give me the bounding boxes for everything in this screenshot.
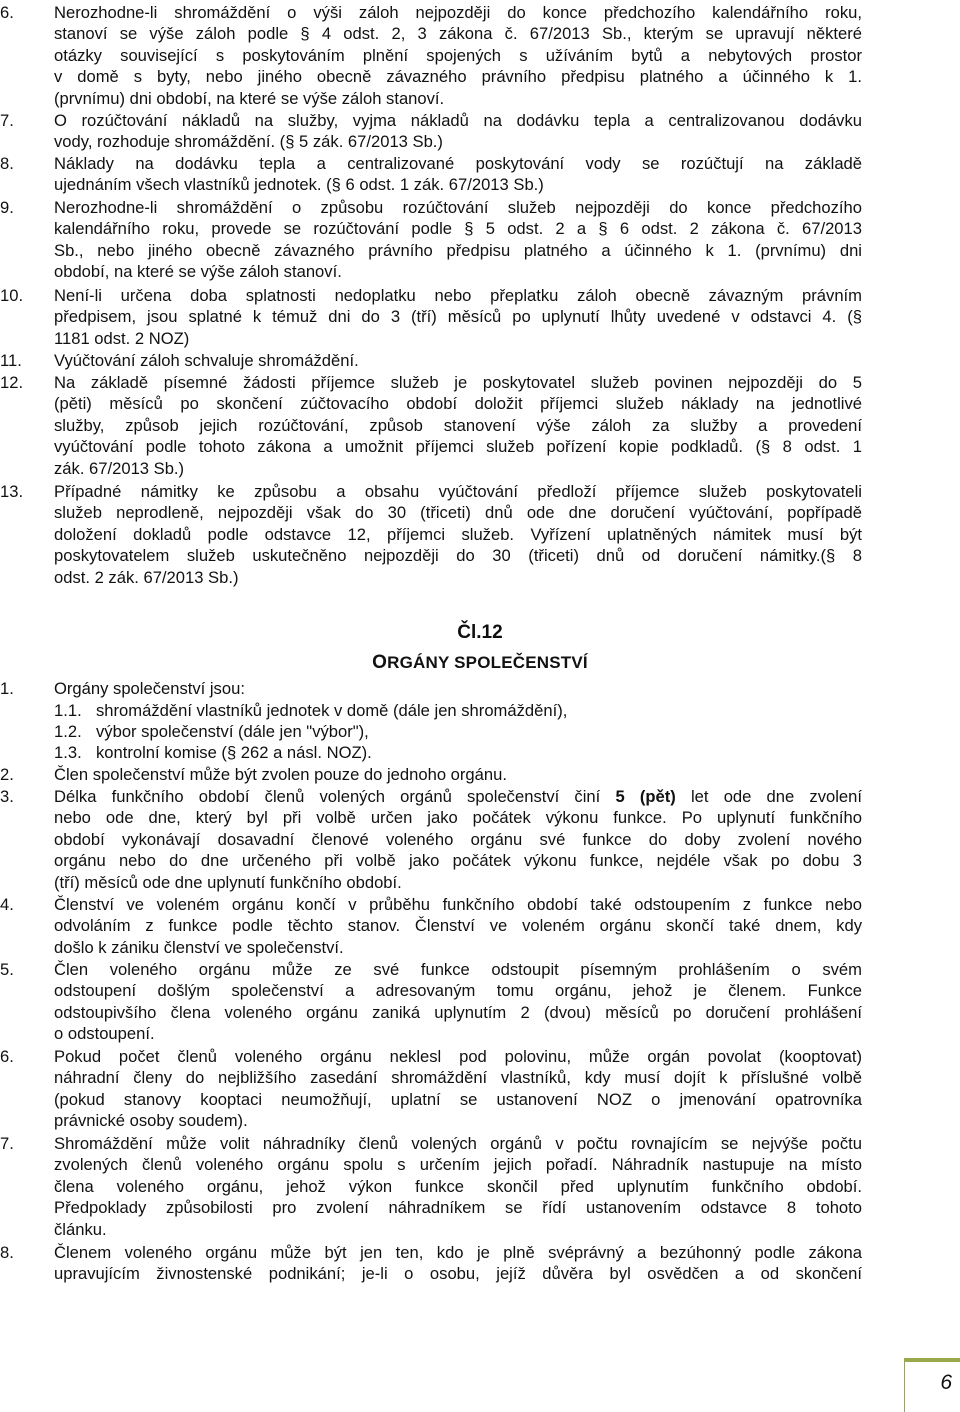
item-number: 7. bbox=[0, 111, 14, 130]
list-item-2 bbox=[0, 764, 862, 785]
sub-item-number: 1.1. bbox=[54, 701, 82, 720]
line: orgánu nebo do dne určeného při volbě jako počátek výkonu funkce, nejdéle však po dobu 3 bbox=[54, 851, 862, 871]
list-item-7-organs bbox=[0, 1133, 862, 1240]
line: nebo ode dne, který byl při volbě určen jako počátek výkonu funkce. Po uplynutí funkčního bbox=[54, 808, 862, 828]
line: (pěti) měsíců po skončení zúčtovacího období doložit příjemci služeb náklady na jednotlivé bbox=[54, 394, 862, 414]
line: Člen voleného orgánu může ze své funkce odstoupit písemným prohlášením o svém bbox=[54, 960, 862, 979]
line: ujednáním všech vlastníků jednotek. (§ 6 odst. 1 zák. 67/2013 Sb.) bbox=[54, 175, 544, 195]
line: vody, rozhoduje shromáždění. (§ 5 zák. 67/2013 Sb.) bbox=[54, 132, 443, 152]
sub-item-1-1 bbox=[54, 700, 862, 721]
line: shromáždění vlastníků jednotek v domě (dále jen shromáždění), bbox=[96, 701, 568, 720]
line: došlo k zániku členství ve společenství. bbox=[54, 937, 344, 957]
item-number: 3. bbox=[0, 787, 14, 806]
list-item-8 bbox=[0, 153, 862, 196]
line: 1181 odst. 2 NOZ) bbox=[54, 328, 190, 348]
line-part: let ode dne zvolení bbox=[691, 787, 862, 806]
line-part: Délka funkčního období členů volených orgánů společenství činí bbox=[54, 787, 601, 806]
term-length-bold: 5 (pět) bbox=[615, 787, 676, 806]
line: odstoupení došlým společenství a adresovaným tomu orgánu, jehož je členem. Funkce bbox=[54, 981, 862, 1001]
article-title-initial: O bbox=[372, 652, 388, 673]
line: Náklady na dodávku tepla a centralizované poskytování vody se rozúčtují na základě bbox=[54, 154, 862, 173]
item-number: 8. bbox=[0, 154, 14, 173]
article-title bbox=[0, 652, 960, 673]
line: zák. 67/2013 Sb.) bbox=[54, 458, 185, 478]
item-number: 2. bbox=[0, 765, 14, 784]
list-item-6 bbox=[0, 2, 862, 109]
line: právnické osoby soudem). bbox=[54, 1111, 248, 1131]
item-number: 10. bbox=[0, 286, 24, 305]
item-number: 12. bbox=[0, 373, 24, 392]
line: služby, způsob jejich rozúčtování, způsob stanovení výše záloh za služby a provedení bbox=[54, 415, 862, 435]
item-number: 1. bbox=[0, 679, 14, 698]
line: Členství ve voleném orgánu končí v průběhu funkčního období také odstoupením z funkce nebo bbox=[54, 895, 862, 914]
line: otázky související s poskytováním plnění spojených s užíváním bytů a nebytových prostor bbox=[54, 45, 862, 65]
line: o odstoupení. bbox=[54, 1024, 155, 1044]
list-item-4 bbox=[0, 894, 862, 958]
line: Případné námitky ke způsobu a obsahu vyúčtování předloží příjemce služeb poskytovateli bbox=[54, 482, 862, 501]
item-number: 13. bbox=[0, 482, 24, 501]
line: odvoláním z funkce podle těchto stanov. Členství ve voleném orgánu skončí také dnem, kdy bbox=[54, 916, 862, 936]
line: náhradní členy do nejbližšího zasedání shromáždění vlastníků, kdy musí dojít k příslušné volbě bbox=[54, 1068, 862, 1088]
line: Člen společenství může být zvolen pouze do jednoho orgánu. bbox=[54, 765, 507, 784]
line: služeb neprodleně, nejpozději však do 30 (třiceti) dnů ode dne doručení vyúčtování, popřípadě bbox=[54, 503, 862, 523]
list-item-8-organs bbox=[0, 1242, 862, 1285]
line: v domě s byty, nebo jiného obecně závazného právního předpisu platného a účinného k 1. bbox=[54, 67, 862, 87]
line: (pokud stanovy kooptaci neumožňují, uplatní se ustanovení NOZ o jmenování opatrovníka bbox=[54, 1089, 862, 1109]
list-item-1 bbox=[0, 678, 862, 699]
line: období, na které se výše záloh stanoví. bbox=[54, 262, 342, 282]
list-item-12 bbox=[0, 372, 862, 479]
page-number: 6 bbox=[940, 1371, 952, 1394]
list-item-10 bbox=[0, 285, 862, 349]
sub-item-1-2 bbox=[54, 721, 862, 742]
line: období vykonávají dosavadní členové voleného orgánu své funkce do doby zvolení nového bbox=[54, 829, 862, 849]
line: odst. 2 zák. 67/2013 Sb.) bbox=[54, 567, 239, 587]
line: odstoupivšího člena voleného orgánu zaniká uplynutím 2 (dvou) měsíců po doručení prohlášení bbox=[54, 1002, 862, 1022]
line bbox=[54, 786, 862, 807]
sub-item-number: 1.3. bbox=[54, 743, 82, 762]
line: Orgány společenství jsou: bbox=[54, 679, 245, 698]
list-item-5 bbox=[0, 959, 862, 1045]
line: Pokud počet členů voleného orgánu neklesl pod polovinu, může orgán povolat (kooptovat) bbox=[54, 1047, 862, 1066]
line: Sb., nebo jiného obecně závazného právního předpisu platného a účinného k 1. (prvnímu) dni bbox=[54, 240, 862, 260]
line: článku. bbox=[54, 1219, 107, 1239]
sub-item-number: 1.2. bbox=[54, 722, 82, 741]
article-title-rest: RGÁNY SPOLEČENSTVÍ bbox=[387, 653, 588, 672]
line: Na základě písemné žádosti příjemce služeb je poskytovatel služeb povinen nejpozději do 5 bbox=[54, 373, 862, 392]
line: Shromáždění může volit náhradníky členů volených orgánů v počtu rovnajícím se nejvýše počtu bbox=[54, 1134, 862, 1153]
line: (prvnímu) dni období, na které se výše záloh stanoví. bbox=[54, 88, 445, 108]
line: Členem voleného orgánu může být jen ten, kdo je plně svéprávný a bezúhonný podle zákona bbox=[54, 1243, 862, 1262]
line: člena voleného orgánu, jehož výkon funkce skončil před uplynutím funkčního období. bbox=[54, 1176, 862, 1196]
item-number: 7. bbox=[0, 1134, 14, 1153]
line: Vyúčtování záloh schvaluje shromáždění. bbox=[54, 351, 359, 370]
list-item-11 bbox=[0, 350, 862, 371]
list-item-9 bbox=[0, 197, 862, 283]
line: Nerozhodne-li shromáždění o způsobu rozúčtování služeb nejpozději do konce předchozího bbox=[54, 198, 862, 217]
item-number: 4. bbox=[0, 895, 14, 914]
line: poskytovatelem služeb uskutečněno nejpozději do 30 (třiceti) dnů od doručení námitky.(§ 8 bbox=[54, 546, 862, 566]
line: Není-li určena doba splatnosti nedoplatku nebo přeplatku záloh obecně závazným právním bbox=[54, 286, 862, 305]
list-item-7 bbox=[0, 110, 862, 153]
item-number: 6. bbox=[0, 3, 14, 22]
line: (tří) měsíců ode dne uplynutí funkčního období. bbox=[54, 872, 402, 892]
item-number: 8. bbox=[0, 1243, 14, 1262]
line: výbor společenství (dále jen "výbor"), bbox=[96, 722, 369, 741]
footer-rule-vertical bbox=[904, 1362, 905, 1412]
line: Předpoklady způsobilosti pro zvolení náhradníkem se řídí ustanovením odstavce 8 tohoto bbox=[54, 1198, 862, 1218]
item-number: 11. bbox=[0, 351, 22, 370]
list-item-3 bbox=[0, 786, 862, 893]
line: Nerozhodne-li shromáždění o výši záloh nejpozději do konce předchozího kalendářního roku, bbox=[54, 3, 862, 22]
line: kontrolní komise (§ 262 a násl. NOZ). bbox=[96, 743, 372, 762]
line: upravujícím živnostenské podnikání; je-li o osobu, jejíž důvěra byl osvědčen a od skončení bbox=[54, 1264, 862, 1284]
line: zvolených členů voleného orgánu spolu s určením jejich pořadí. Náhradník nastupuje na místo bbox=[54, 1155, 862, 1175]
footer-rule bbox=[904, 1358, 960, 1362]
item-number: 9. bbox=[0, 198, 14, 217]
line: stanoví se výše záloh podle § 4 odst. 2, 3 zákona č. 67/2013 Sb., kterým se upravují některé bbox=[54, 24, 862, 44]
line: vyúčtování podle tohoto zákona a umožnit příjemci služeb pořízení kopie podkladů. (§ 8 odst. 1 bbox=[54, 437, 862, 457]
sub-item-1-3 bbox=[54, 742, 862, 763]
line: předpisem, jsou splatné k témuž dni do 3 (tří) měsíců po uplynutí lhůty uvedené v odstavci 4. (§ bbox=[54, 307, 862, 327]
item-number: 5. bbox=[0, 960, 14, 979]
line: doložení dokladů podle odstavce 12, příjemci služeb. Vyřízení uplatněných námitek musí být bbox=[54, 524, 862, 544]
article-number: Čl.12 bbox=[457, 622, 503, 643]
item-number: 6. bbox=[0, 1047, 14, 1066]
list-item-13 bbox=[0, 481, 862, 588]
line: O rozúčtování nákladů na služby, vyjma nákladů na dodávku tepla a centralizovanou dodávku bbox=[54, 111, 862, 130]
line: kalendářního roku, provede se rozúčtování podle § 5 odst. 2 a § 6 odst. 2 zákona č. 67/2013 bbox=[54, 219, 862, 239]
list-item-6-organs bbox=[0, 1046, 862, 1132]
